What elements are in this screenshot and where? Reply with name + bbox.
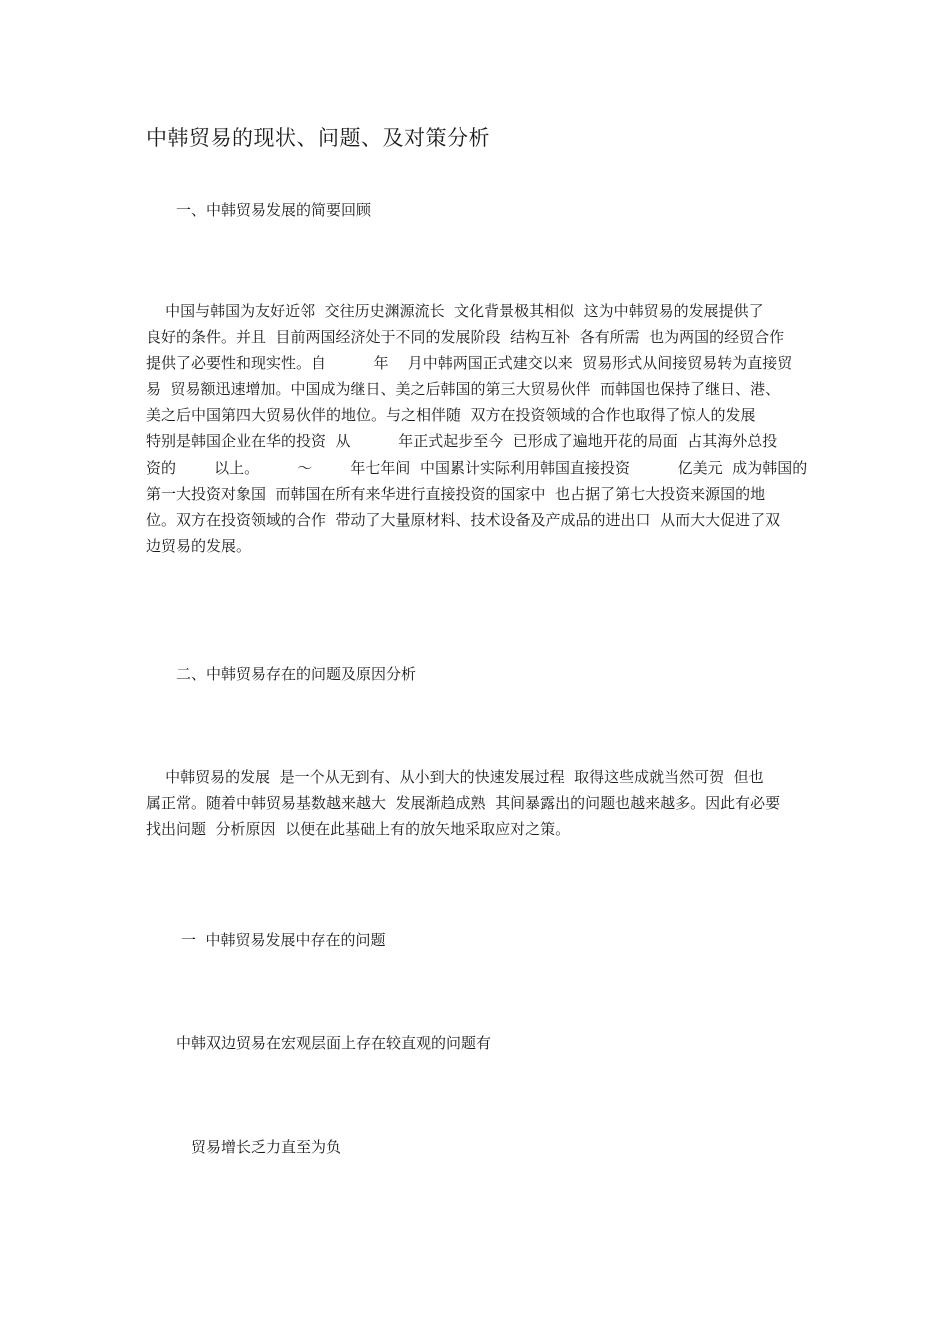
section-heading-review: 一、中韩贸易发展的简要回顾 [176, 201, 372, 219]
paragraph-problems [146, 764, 812, 842]
paragraph-line: 找出问题 分析原因 以便在此基础上有的放矢地采取应对之策。 [146, 820, 571, 839]
paragraph-line: 易 贸易额迅速增加。中国成为继日、美之后韩国的第三大贸易伙伴 而韩国也保持了继日、港、 [146, 380, 781, 399]
paragraph-line: 位。双方在投资领域的合作 带动了大量原材料、技术设备及产成品的进出口 从而大大促进了双 [146, 510, 781, 529]
paragraph-line: 资的 以上。 ～ 年七年间 中国累计实际利用韩国直接投资 亿美元 成为韩国的 [146, 458, 808, 477]
paragraph-line: 属正常。随着中韩贸易基数越来越大 发展渐趋成熟 其间暴露出的问题也越来越多。因此有必要 [146, 794, 781, 813]
section-heading-problems: 二、中韩贸易存在的问题及原因分析 [176, 665, 417, 683]
paragraph-line: 提供了必要性和现实性。自 年 月中韩两国正式建交以来 贸易形式从间接贸易转为直接贸 [146, 354, 793, 373]
subsection-heading-existing-problems: 一 中韩贸易发展中存在的问题 [181, 931, 386, 949]
paragraph-line: 第一大投资对象国 而韩国在所有来华进行直接投资的国家中 也占据了第七大投资来源国的地 [146, 484, 766, 503]
subsection-intro-text: 中韩双边贸易在宏观层面上存在较直观的问题有 [176, 1034, 492, 1052]
paragraph-line: 良好的条件。并且 目前两国经济处于不同的发展阶段 结构互补 各有所需 也为两国的经贸合作 [146, 328, 785, 347]
paragraph-line: 中韩贸易的发展 是一个从无到有、从小到大的快速发展过程 取得这些成就当然可贺 但也 [146, 768, 764, 786]
document-title: 中韩贸易的现状、问题、及对策分析 [146, 126, 490, 150]
paragraph-line: 边贸易的发展。 [146, 536, 252, 555]
paragraph-line: 美之后中国第四大贸易伙伴的地位。与之相伴随 双方在投资领域的合作也取得了惊人的发展 [146, 406, 756, 425]
paragraph-line: 特别是韩国企业在华的投资 从 年正式起步至今 已形成了遍地开花的局面 占其海外总投 [146, 432, 778, 451]
item-heading-growth: 贸易增长乏力直至为负 [191, 1138, 342, 1156]
paragraph-line: 中国与韩国为友好近邻 交往历史渊源流长 文化背景极其相似 这为中韩贸易的发展提供了 [146, 302, 764, 320]
paragraph-review [146, 298, 812, 559]
